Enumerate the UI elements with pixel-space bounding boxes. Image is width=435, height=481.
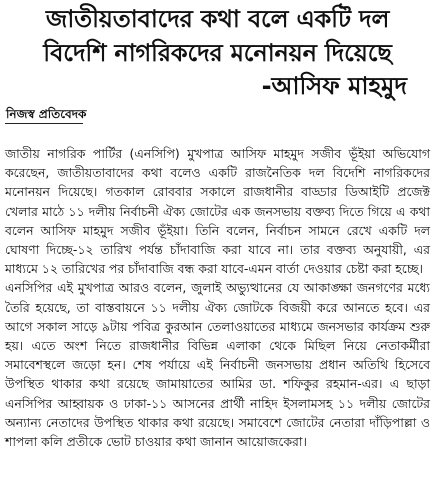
headline-line-1: জাতীয়তাবাদের কথা বলে একটি দল	[45, 5, 390, 33]
article-paragraph-2: এনসিপির এই মুখপাত্র আরও বলেন, জুলাই অভ্যুত্থানের যে আকাঙ্ক্ষা জনগণের মধ্যে তৈরি হয়েছে, তা বাস্তবায়নে ১১ দলীয় ঐক্য জোটকে বিজয়ী করে আনতে হবে। এর আগে সকাল সাড়ে ৯টায় পবিত্র কুরআন তেলাওয়াতের মাধ্যমে জনসভার কার্যক্রম শুরু হয়। এতে অংশ নিতে রাজধানীর বিভিন্ন এলাকা থেকে মিছিল নিয়ে নেতাকর্মীরা সমাবেশস্থলে জড়ো হন। শেষ পর্যায়ে এই নির্বাচনী জনসভায় প্রধান অতিথি হিসেবে উপস্থিত থাকার কথা রয়েছে জামায়াতের আমির ডা. শফিকুর রহমান-এর। এ ছাড়া এনসিপির আহ্বায়ক ও ঢাকা-১১ আসনের প্রার্থী নাহিদ ইসলামসহ ১১ দলীয় জোটের অন্যান্য নেতাদের উপস্থিত থাকার কথা রয়েছে। সমাবেশে জোটের নেতারা দাঁড়িপাল্লা ও শাপলা কলি প্রতীকে ভোট চাওয়ার কথা জানান আয়োজকেরা।	[5, 280, 430, 450]
byline: -আসিফ মাহমুদ	[261, 72, 407, 100]
reporter-underline	[5, 123, 83, 124]
reporter-credit: নিজস্ব প্রতিবেদক	[6, 107, 87, 121]
article-body	[5, 144, 430, 451]
headline-line-2: বিদেশি নাগরিকদের মনোনয়ন দিয়েছে	[43, 39, 392, 67]
article-paragraph-1: জাতীয় নাগরিক পার্টির (এনসিপি) মুখপাত্র আসিফ মাহমুদ সজীব ভূঁইয়া অভিযোগ করেছেন, জাতীয়তাবাদের কথা বলেও একটি রাজনৈতিক দল বিদেশি নাগরিকদের মনোনয়ন দিয়েছে। গতকাল রোববার সকালে রাজধানীর বাড্ডার ডিআইটি প্রজেক্ট খেলার মাঠে ১১ দলীয় নির্বাচনী ঐক্য জোটের এক জনসভায় বক্তব্য দিতে গিয়ে এ কথা বলেন আসিফ মাহমুদ সজীব ভূঁইয়া। তিনি বলেন, নির্বাচন সামনে রেখে একটি দল ঘোষণা দিচ্ছে-১২ তারিখ পর্যন্ত চাঁদাবাজি করা যাবে না। তার বক্তব্য অনুযায়ী, এর মাধ্যমে ১২ তারিখের পর চাঁদাবাজি বন্ধ করা যাবে-এমন বার্তা দেওয়ার চেষ্টা করা হচ্ছে।	[5, 146, 430, 277]
